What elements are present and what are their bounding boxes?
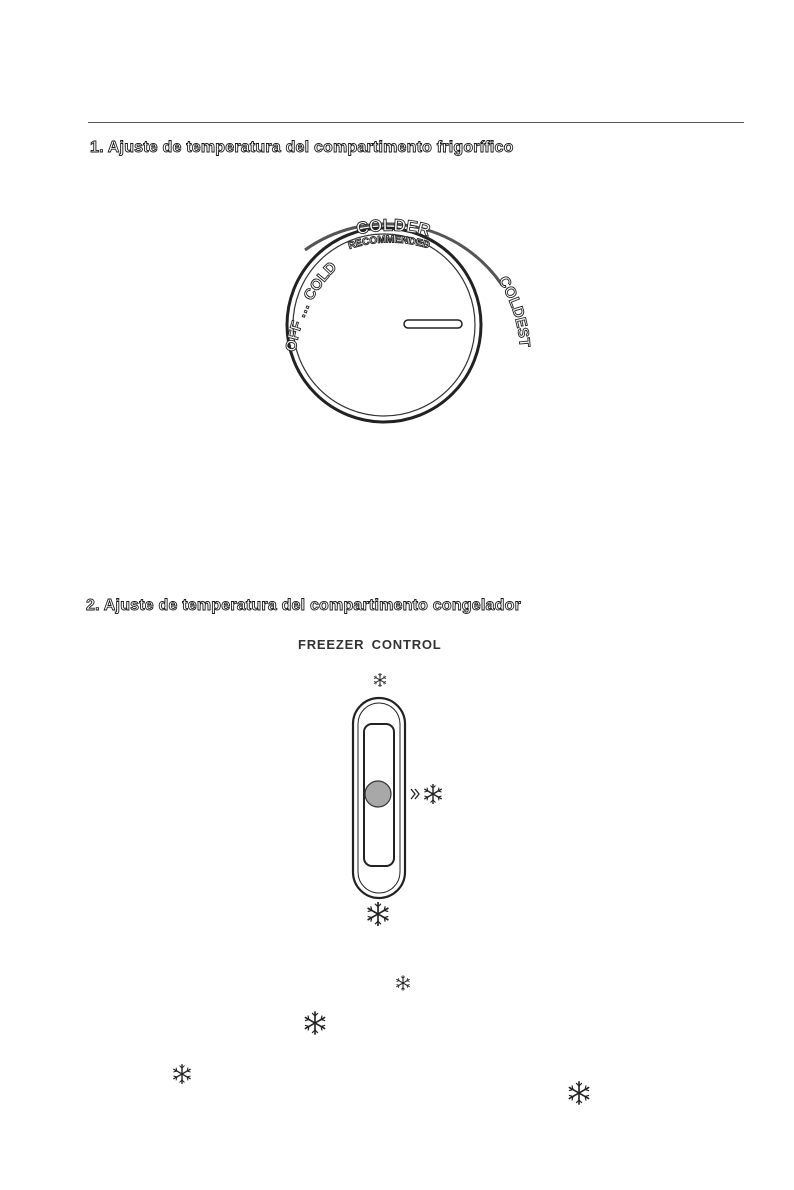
dial-label-off-cold: OFF … COLD (282, 258, 341, 353)
snowflake-inline-medium-icon (171, 1063, 193, 1085)
snowflake-inline-small-icon (394, 974, 412, 992)
section-2-heading: 2. Ajuste de temperatura del compartimento congelador (86, 597, 521, 614)
snowflake-inline-large-icon (302, 1010, 328, 1036)
freezer-control-slider[interactable] (340, 668, 460, 930)
snowflake-large-icon (368, 902, 389, 926)
fridge-temperature-dial[interactable] (240, 180, 540, 440)
snowflake-inline-large-icon-2 (566, 1080, 592, 1106)
pointer-arrow-icon (411, 789, 419, 799)
dial-label-recommended: RECOMMENDED (346, 234, 431, 253)
header-rule (88, 122, 744, 123)
slider-knob[interactable] (365, 781, 391, 807)
section-1-heading: 1. Ajuste de temperatura del compartimento frigorífico (90, 139, 514, 156)
dial-label-colder: COLDER (354, 215, 433, 240)
freezer-control-label: FREEZER CONTROL (298, 637, 442, 652)
snowflake-small-icon (374, 673, 386, 687)
dial-label-coldest: COLDEST (494, 273, 533, 348)
snowflake-medium-icon (424, 784, 441, 804)
dial-pointer (404, 320, 462, 328)
